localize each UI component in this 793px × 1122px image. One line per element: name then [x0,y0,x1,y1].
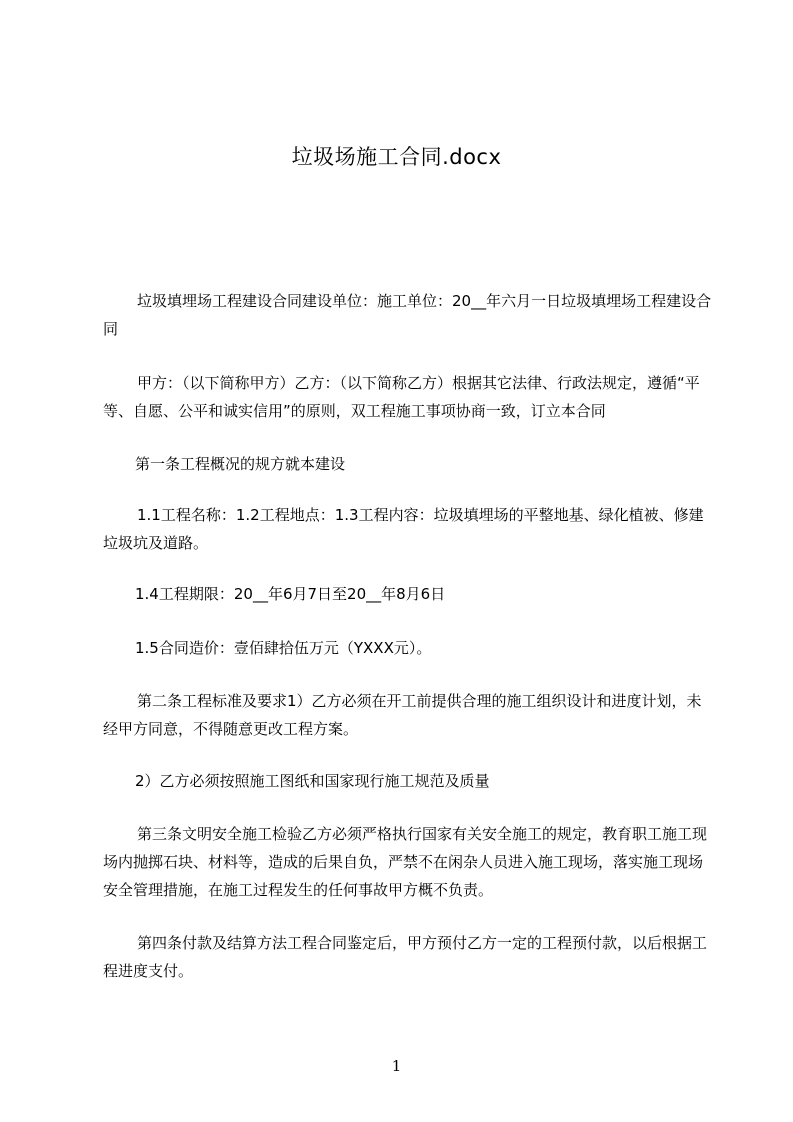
paragraph-intro: 垃圾填埋场工程建设合同建设单位：施工单位：20__年六月一日垃圾填埋场工程建设合同 [103,292,712,338]
paragraph-item-1-4: 1.4工程期限：20__年6月7日至20__年8月6日 [135,585,446,603]
paragraph-item-1-5: 1.5合同造价：壹佰肆拾伍万元（YXXX元）。 [135,639,432,657]
paragraph-article-3: 第三条文明安全施工检验乙方必须严格执行国家有关安全施工的规定，教育职工施工现场内抛掷石块、材料等，造成的后果自负，严禁不在闲杂人员进入施工现场，落实施工现场安全管理措施，在施工过程发生的任何事故甲方概不负责。 [103,825,708,899]
paragraph-article-2: 第二条工程标准及要求1）乙方必须在开工前提供合理的施工组织设计和进度计划，未经甲方同意，不得随意更改工程方案。 [103,692,702,738]
document-title: 垃圾场施工合同.docx [291,145,502,169]
paragraph-article-1: 第一条工程概况的规方就本建设 [135,455,346,473]
paragraph-item-1-1: 1.1工程名称：1.2工程地点：1.3工程内容：垃圾填埋场的平整地基、绿化植被、修建垃圾坑及道路。 [103,506,704,552]
paragraph-item-2-2: 2）乙方必须按照施工图纸和国家现行施工规范及质量 [135,772,490,790]
paragraph-parties: 甲方：（以下简称甲方）乙方：（以下简称乙方）根据其它法律、行政法规定，遵循“平等、自愿、公平和诚实信用”的原则，双工程施工事项协商一致，订立本合同 [103,374,700,420]
page-number: 1 [391,1057,402,1075]
paragraph-article-4: 第四条付款及结算方法工程合同鉴定后，甲方预付乙方一定的工程预付款，以后根据工程进度支付。 [103,934,708,980]
